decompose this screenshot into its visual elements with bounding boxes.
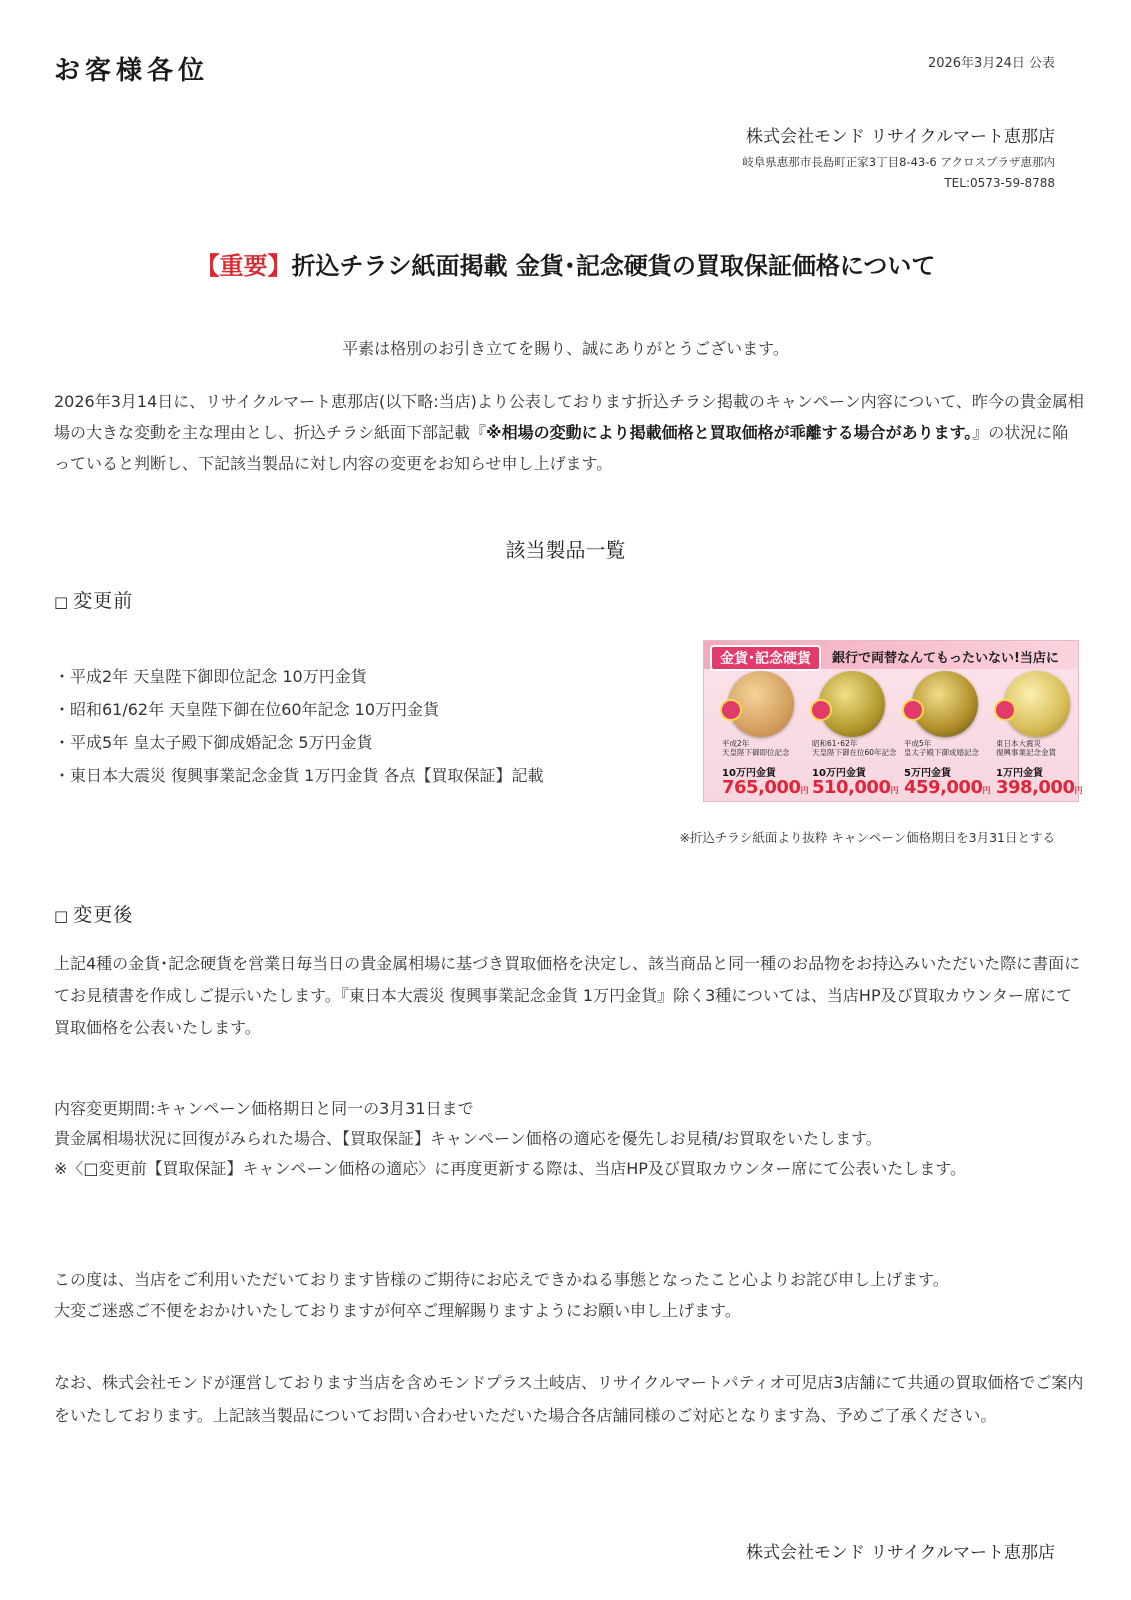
flyer-banner-text: 銀行で両替なんてもったいない!当店に: [832, 651, 1059, 666]
publish-date: 2026年3月24日 公表: [927, 56, 1055, 71]
checkbox-icon: □: [54, 593, 70, 611]
apology-line: この度は、当店をご利用いただいております皆様のご期待にお応えできかねる事態となったこと心よりお詫び申し上げます。: [54, 1270, 949, 1289]
coin-price: 765,000円: [722, 777, 808, 798]
period-line: 内容変更期間:キャンペーン価格期日と同一の3月31日まで: [54, 1099, 474, 1118]
coin-price: 459,000円: [904, 777, 990, 798]
greeting: 平素は格別のお引き立てを賜り、誠にありがとうございます。: [342, 339, 789, 358]
coin-denomination: 5万円金貨: [904, 768, 951, 779]
coin-price: 398,000円: [996, 777, 1082, 798]
title-text: 折込チラシ紙面掲載 金貨･記念硬貨の買取保証価格について: [291, 252, 936, 280]
apology-paragraph: [54, 1264, 1084, 1326]
after-heading: [54, 900, 133, 927]
coin-caption: 東日本大震災 復興事業記念金貨: [996, 739, 1056, 757]
coin-caption: 平成5年 皇太子殿下御成婚記念: [904, 739, 979, 757]
after-paragraph: 上記4種の金貨･記念硬貨を営業日毎当日の貴金属相場に基づき買取価格を決定し、該当商品と同一種のお品物をお持込みいただいた際に書面にてお見積書を作成しご提示いたします。『東日本大震災 復興事業記念金貨 1万円金貨』除く3種については、当店HP及び買取カウンター席にて買取価格を公表いたします。: [54, 954, 1081, 1037]
intro-text-1: 2026年3月14日に、リサイクルマート恵那店(以下略:当店)より公表しております折込チラシ掲載のキャンペーン内容について、昨今の貴金属相場の大きな変動を主な理由とし、折込チラシ紙面下部記載『: [54, 392, 1084, 442]
period-line: ※〈□変更前【買取保証】キャンペーン価格の適応〉に再度更新する際は、当店HP及び買取カウンター席にて公表いたします。: [54, 1159, 966, 1178]
list-item: ・平成2年 天皇陛下御即位記念 10万円金貨: [54, 667, 367, 686]
important-label: 【重要】: [195, 252, 292, 280]
guarantee-seal-icon: [902, 699, 924, 721]
list-item: ・東日本大震災 復興事業記念金貨 1万円金貨 各点【買取保証】記載: [54, 766, 544, 785]
closing-signature: 株式会社モンド リサイクルマート恵那店: [745, 1543, 1055, 1563]
coin-denomination: 10万円金貨: [722, 768, 776, 779]
guarantee-seal-icon: [720, 699, 742, 721]
list-item: ・平成5年 皇太子殿下御成婚記念 5万円金貨: [54, 733, 373, 752]
company-tel: TEL:0573-59-8788: [944, 176, 1055, 190]
company-address: 岐阜県恵那市長島町正家3丁目8-43-6 アクロスプラザ恵那内: [742, 155, 1055, 169]
guarantee-seal-icon: [994, 699, 1016, 721]
stores-note-paragraph: なお、株式会社モンドが運営しております当店を含めモンドプラス土岐店、リサイクルマートパティオ可児店3店舗にて共通の買取価格でご案内をいたしております。上記該当製品についてお問い合わせいただいた場合各店舗同様のご対応となります為、予めご了承ください。: [54, 1373, 1084, 1425]
notice-title: [0, 246, 1131, 281]
apology-line: 大変ご迷惑ご不便をおかけいたしておりますが何卒ご理解賜りますようにお願い申し上げます。: [54, 1301, 741, 1320]
company-name: 株式会社モンド リサイクルマート恵那店: [745, 127, 1055, 147]
before-heading: [54, 586, 133, 613]
intro-text-2: 』の状況に陥っていると判断し、下記該当製品に対し内容の変更をお知らせ申し上げます。: [54, 423, 1069, 473]
flyer-excerpt-image: [703, 640, 1082, 802]
product-list: [54, 660, 543, 792]
intro-paragraph: [54, 386, 1084, 479]
coin-caption: 平成2年 天皇陛下御即位記念: [722, 739, 790, 757]
flyer-note: ※折込チラシ紙面より抜粋 キャンペーン価格期日を3月31日とする: [679, 830, 1055, 845]
list-item: ・昭和61/62年 天皇陛下御在位60年記念 10万円金貨: [54, 700, 440, 719]
after-heading-text: 変更後: [73, 904, 134, 926]
intro-bold-text: ※相場の変動により掲載価格と買取価格が乖離する場合があります。: [486, 423, 973, 442]
period-line: 貴金属相場状況に回復がみられた場合、【買取保証】キャンペーン価格の適応を優先しお見積/お買取をいたします。: [54, 1129, 882, 1148]
flyer-tag: 金貨･記念硬貨: [710, 645, 821, 671]
before-heading-text: 変更前: [73, 590, 134, 612]
coin-price: 510,000円: [812, 777, 898, 798]
salutation: お客様各位: [54, 56, 210, 86]
coin-caption: 昭和61･62年 天皇陛下御在位60年記念: [812, 739, 897, 757]
coin-denomination: 10万円金貨: [812, 768, 866, 779]
period-paragraph: [54, 1094, 1084, 1184]
product-list-title: 該当製品一覧: [505, 538, 626, 562]
guarantee-seal-icon: [810, 699, 832, 721]
checkbox-icon: □: [54, 907, 70, 925]
coin-denomination: 1万円金貨: [996, 768, 1043, 779]
